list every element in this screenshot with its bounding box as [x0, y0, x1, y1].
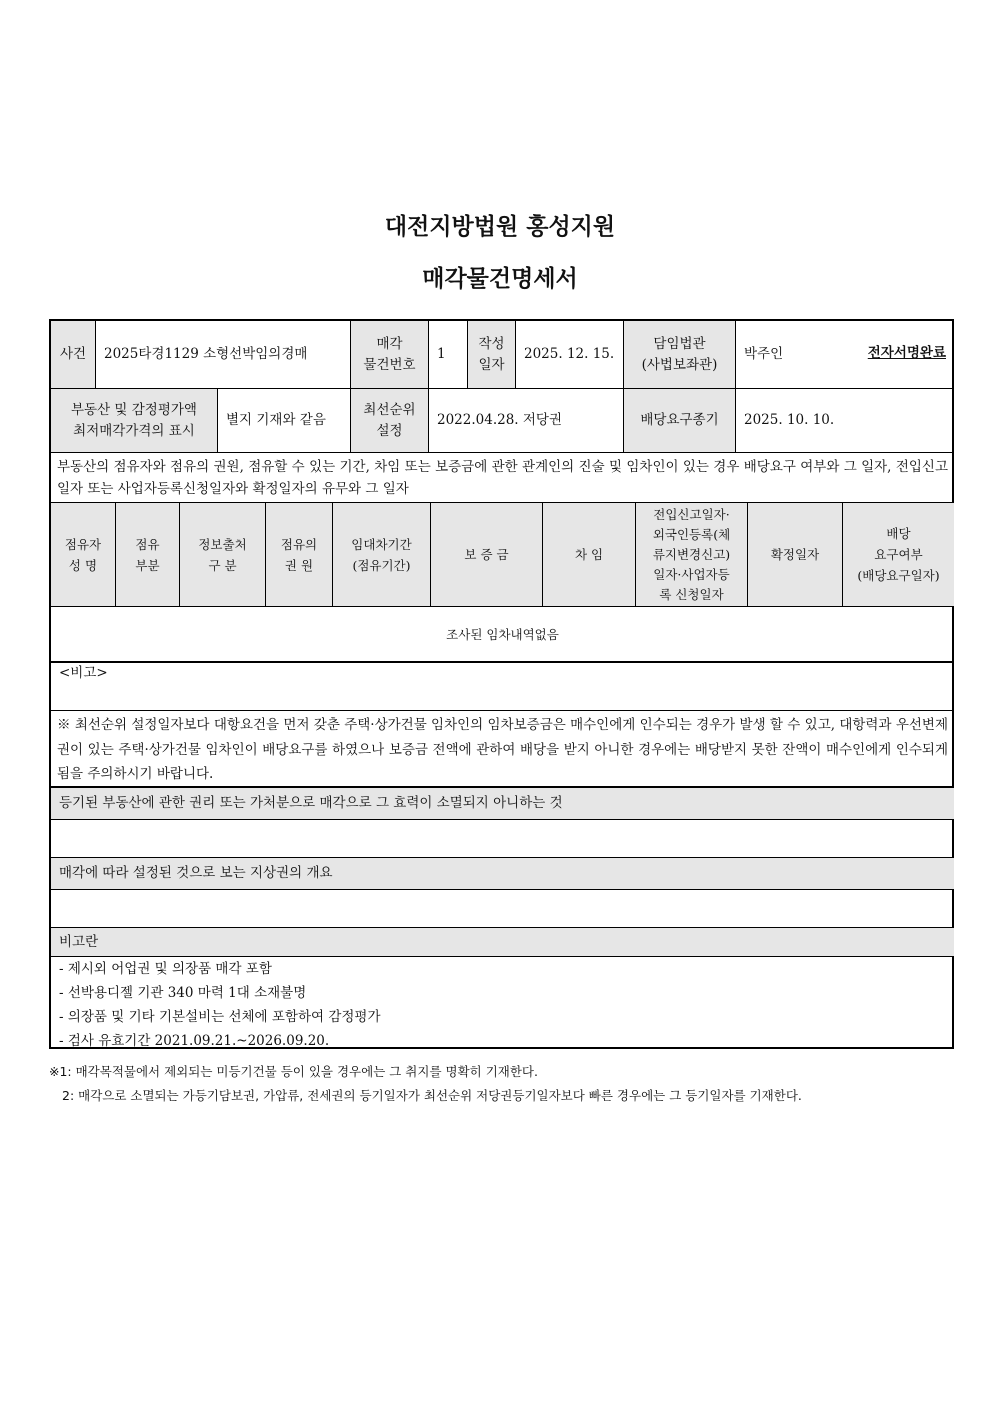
header-info-source: 정보출처 구 분 — [180, 503, 266, 607]
occupancy-intro: 부동산의 점유자와 점유의 권원, 점유할 수 있는 기간, 차임 또는 보증금에 관한 관계인의 진술 및 임차인이 있는 경우 배당요구 여부와 그 일자, 전입신고일자 또는 사업자등록신청일자와 확정일자의 유무와 그 일자 — [51, 453, 954, 503]
judge-label: 담임법관 (사법보좌관) — [624, 321, 736, 389]
valuation-label: 부동산 및 감정평가액 최저매각가격의 표시 — [51, 389, 218, 453]
priority-label: 최선순위 설정 — [351, 389, 429, 453]
footnotes — [49, 1060, 959, 1108]
item-number-value: 1 — [429, 321, 468, 389]
valuation-value: 별지 기재와 같음 — [218, 389, 351, 453]
written-date-label: 작성 일자 — [468, 321, 516, 389]
remarks-label: <비고> — [59, 665, 108, 681]
header-dividend-request: 배당 요구여부 (배당요구일자) — [843, 503, 954, 607]
header-fixed-date: 확정일자 — [748, 503, 843, 607]
registered-rights-label: 등기된 부동산에 관한 권리 또는 가처분으로 매각으로 그 효력이 소멸되지 아니하는 것 — [51, 788, 954, 820]
registered-rights-value — [51, 820, 954, 858]
e-signature: 전자서명완료 — [867, 345, 946, 361]
sale-item-statement-table — [49, 319, 954, 1049]
notes-item: - 제시외 어업권 및 의장품 매각 포함 — [59, 961, 272, 977]
warning-notice: ※ 최선순위 설정일자보다 대항요건을 먼저 갖춘 주택·상가건물 임차인의 임차보증금은 매수인에게 인수되는 경우가 발생 할 수 있고, 대항력과 우선변제권이 있는 주택·상가건물 임차인이 배당요구를 하였으나 보증금 전액에 관하여 배당을 받지 아니한 경우에는 배당받지 못한 잔액이 매수인에게 인수되게 됨을 주의하시기 바랍니다. — [51, 711, 954, 788]
deadline-label: 배당요구종기 — [624, 389, 736, 453]
deadline-value: 2025. 10. 10. — [736, 389, 954, 453]
notes-label: 비고란 — [51, 928, 954, 957]
header-occupancy-title: 점유의 권 원 — [266, 503, 333, 607]
surface-rights-value — [51, 890, 954, 928]
header-rent: 차 임 — [543, 503, 636, 607]
footnote-1: ※1: 매각목적물에서 제외되는 미등기건물 등이 있을 경우에는 그 취지를 명확히 기재한다. — [49, 1064, 538, 1079]
priority-value: 2022.04.28. 저당권 — [429, 389, 624, 453]
footnote-2: 2: 매각으로 소멸되는 가등기담보권, 가압류, 전세권의 등기일자가 최선순위 저당권등기일자보다 빠른 경우에는 그 등기일자를 기재한다. — [62, 1088, 802, 1103]
header-lease-period: 임대차기간 (점유기간) — [333, 503, 431, 607]
notes-item: - 검사 유효기간 2021.09.21.~2026.09.20. — [59, 1033, 330, 1049]
judge-cell — [736, 321, 954, 389]
no-lease-row: 조사된 임차내역없음 — [51, 607, 954, 663]
notes-list — [51, 957, 954, 1049]
notes-item: - 선박용디젤 기관 340 마력 1대 소재불명 — [59, 985, 307, 1001]
judge-name: 박주인 — [744, 346, 784, 362]
notes-item: - 의장품 및 기타 기본설비는 선체에 포함하여 감정평가 — [59, 1009, 381, 1025]
court-name: 대전지방법원 홍성지원 — [384, 214, 616, 240]
case-value: 2025타경1129 소형선박임의경매 — [96, 321, 351, 389]
header-deposit: 보 증 금 — [431, 503, 543, 607]
surface-rights-label: 매각에 따라 설정된 것으로 보는 지상권의 개요 — [51, 858, 954, 890]
item-number-label: 매각 물건번호 — [351, 321, 429, 389]
header-occupied-part: 점유 부분 — [116, 503, 180, 607]
written-date-value: 2025. 12. 15. — [516, 321, 624, 389]
remarks-cell — [51, 663, 954, 711]
header-occupant-name: 점유자 성 명 — [51, 503, 116, 607]
case-label: 사건 — [51, 321, 96, 389]
document-title: 매각물건명세서 — [422, 266, 578, 292]
header-move-in-date: 전입신고일자· 외국인등록(체 류지변경신고) 일자·사업자등 록 신청일자 — [636, 503, 748, 607]
